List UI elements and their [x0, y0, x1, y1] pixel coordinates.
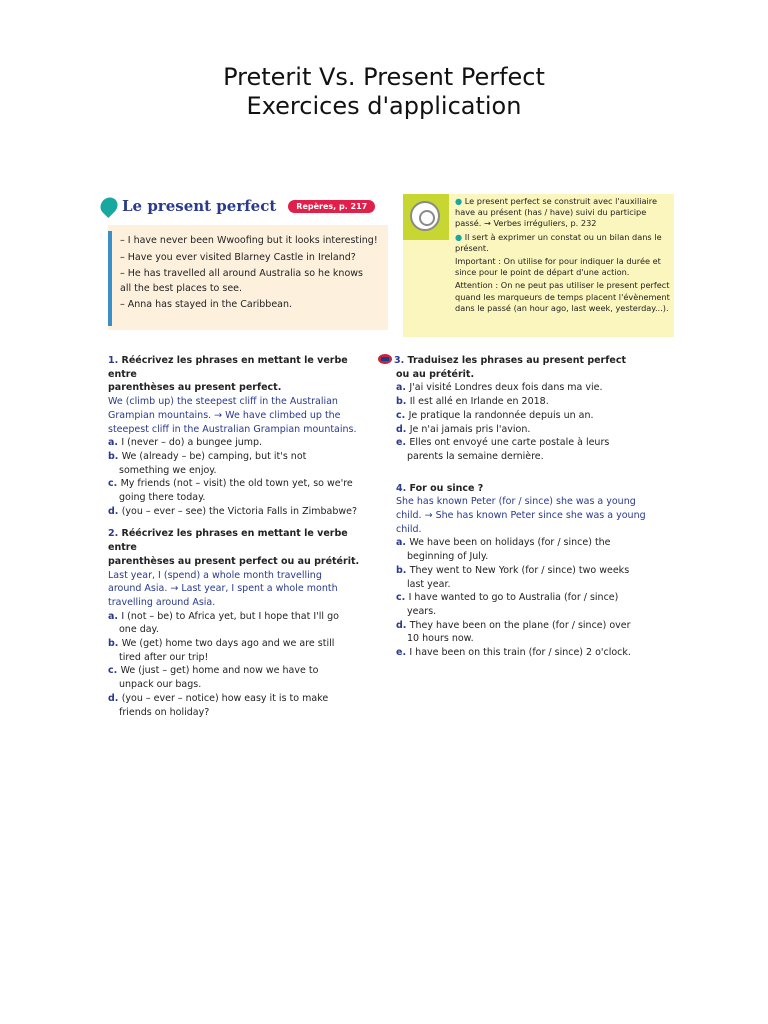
item-text: something we enjoy.: [119, 464, 217, 476]
item-text: They went to New York (for / since) two weeks: [409, 564, 630, 576]
exercise-item: [396, 605, 678, 619]
item-label: c.: [108, 665, 121, 677]
exercise-item: [108, 651, 378, 665]
reference-badge: Repères, p. 217: [288, 200, 375, 213]
note-paragraph: ● Il sert à exprimer un constat ou un bilan dans le présent.: [455, 231, 662, 253]
target-icon: [403, 194, 449, 240]
item-label: c.: [396, 592, 409, 604]
lesson-examples-box: [108, 225, 388, 330]
example-line: – I have never been Wwoofing but it looks interesting!: [120, 235, 378, 246]
exercise-heading-text: parenthèses au present perfect.: [108, 382, 282, 394]
lesson-title: Le present perfect: [122, 197, 277, 215]
item-text: We (just – get) home and now we have to: [120, 665, 319, 677]
item-label: c.: [396, 409, 409, 421]
exercise-item: [108, 491, 378, 505]
exercise-item: [108, 505, 378, 519]
item-text: years.: [407, 605, 437, 617]
exercise-heading-text: ou au prétérit.: [396, 368, 475, 380]
item-text: going there today.: [119, 492, 206, 504]
exercises-left-column: [108, 354, 378, 719]
item-text: unpack our bags.: [119, 679, 202, 691]
exercise-heading-text: Réécrivez les phrases en mettant le verbe entre: [108, 355, 348, 380]
item-text: We have been on holidays (for / since) the: [409, 537, 611, 549]
item-label: d.: [396, 423, 410, 435]
example-line: child. → She has known Peter since she was a young: [396, 510, 646, 522]
exercise-item: [108, 450, 378, 464]
item-text: (you – ever – notice) how easy it is to make: [121, 692, 329, 704]
item-label: d.: [396, 619, 410, 631]
exercise-heading: [378, 354, 678, 368]
item-label: d.: [108, 505, 122, 517]
exercise-item: [396, 632, 678, 646]
item-text: I (not – be) to Africa yet, but I hope that I'll go: [121, 610, 339, 622]
grammar-note-box: [403, 194, 674, 337]
example-line: We (climb up) the steepest cliff in the Australian: [108, 396, 338, 408]
exercise-item: [396, 550, 678, 564]
item-label: e.: [396, 647, 410, 659]
grammar-note-text: [455, 196, 670, 316]
note-paragraph: Attention : On ne peut pas utiliser le present perfect quand les marqueurs de temps placent l'évènement dans le passé (an hour ago, last week, yesterday...).: [455, 280, 670, 313]
item-label: c.: [108, 478, 121, 490]
item-text: We (get) home two days ago and we are still: [121, 638, 335, 650]
item-text: friends on holiday?: [119, 706, 210, 718]
item-text: last year.: [407, 578, 451, 590]
exercise-item: [396, 423, 678, 437]
item-label: a.: [396, 537, 410, 549]
exercise-heading: [396, 482, 678, 496]
exercise-heading-text: Traduisez les phrases au present perfect: [407, 355, 626, 366]
exercise: [378, 482, 678, 660]
document-title-line2: Exercices d'application: [246, 92, 522, 120]
accent-bar: [108, 231, 112, 326]
item-text: Je n'ai jamais pris l'avion.: [409, 423, 531, 435]
item-text: tired after our trip!: [119, 651, 209, 663]
document-title-line1: Preterit Vs. Present Perfect: [223, 63, 545, 91]
example-line: Grampian mountains. → We have climbed up the: [108, 409, 341, 421]
item-text: Je pratique la randonnée depuis un an.: [408, 409, 594, 421]
exercise-item: [108, 692, 378, 706]
item-text: I have wanted to go to Australia (for / since): [408, 592, 619, 604]
item-text: My friends (not – visit) the old town yet, so we're: [120, 478, 353, 490]
example-line: travelling around Asia.: [108, 596, 216, 608]
exercise-item: [396, 646, 678, 660]
exercise-heading-text: Réécrivez les phrases en mettant le verbe entre: [108, 528, 348, 554]
exercises-right-column: [378, 354, 678, 660]
item-text: parents la semaine dernière.: [407, 450, 544, 462]
example-line: She has known Peter (for / since) she was a young: [396, 496, 636, 508]
item-text: 10 hours now.: [407, 633, 474, 645]
item-label: a.: [108, 610, 122, 622]
note-paragraph: Important : On utilise for pour indiquer la durée et since pour le point de départ d'une action.: [455, 256, 661, 278]
exercise-heading-text: For ou since ?: [409, 482, 484, 494]
drop-icon: [97, 194, 121, 218]
item-text: J'ai visité Londres deux fois dans ma vie.: [409, 382, 603, 394]
example-line: all the best places to see.: [120, 282, 243, 294]
exercise-item: [108, 706, 378, 720]
item-text: Elles ont envoyé une carte postale à leurs: [409, 437, 610, 449]
lesson-examples: [120, 234, 378, 313]
item-text: one day.: [119, 624, 159, 636]
exercise-heading-text: parenthèses au present perfect ou au prétérit.: [108, 555, 360, 567]
example-line: – Anna has stayed in the Caribbean.: [120, 299, 293, 310]
item-text: I (never – do) a bungee jump.: [121, 437, 263, 449]
exercise-item: [108, 664, 378, 678]
exercise-item: [396, 619, 678, 633]
exercise-item: [396, 450, 678, 464]
exercise-item: [396, 564, 678, 578]
exercise-item: [396, 578, 678, 592]
note-paragraph: ● Le present perfect se construit avec l'auxiliaire have au présent (has / have) suivi du participe passé. → Verbes irréguliers, p. 232: [455, 196, 658, 229]
lesson-header: [100, 197, 375, 215]
exercise-item: [108, 637, 378, 651]
example-line: child.: [396, 523, 422, 535]
exercise-item: [108, 678, 378, 692]
item-label: b.: [108, 450, 122, 462]
item-label: b.: [396, 564, 410, 576]
exercise-heading: [108, 354, 378, 381]
item-label: e.: [396, 437, 410, 449]
exercise-item: [396, 536, 678, 550]
exercise-item: [396, 436, 678, 450]
exercise-item: [108, 610, 378, 624]
exercise-item: [108, 464, 378, 478]
item-text: beginning of July.: [407, 551, 489, 563]
item-text: We (already – be) camping, but it's not: [121, 450, 307, 462]
example-line: around Asia. → Last year, I spent a whole month: [108, 583, 338, 595]
exercise: [108, 354, 378, 518]
exercise: [378, 354, 678, 464]
item-label: a.: [108, 437, 122, 449]
item-text: (you – ever – see) the Victoria Falls in Zimbabwe?: [121, 505, 358, 517]
exercise-heading: [108, 527, 378, 554]
item-text: I have been on this train (for / since) 2 o'clock.: [409, 647, 631, 659]
exercise: [108, 527, 378, 719]
example-line: – Have you ever visited Blarney Castle in Ireland?: [120, 251, 356, 263]
item-label: b.: [396, 396, 410, 408]
exercise-item: [396, 381, 678, 395]
exercise-item: [396, 591, 678, 605]
exercise-item: [108, 436, 378, 450]
example-line: Last year, I (spend) a whole month travelling: [108, 569, 322, 581]
exercise-number: 2.: [108, 528, 122, 540]
exercise-item: [396, 409, 678, 423]
example-line: – He has travelled all around Australia so he knows: [120, 268, 363, 279]
item-label: a.: [396, 382, 410, 394]
item-text: Il est allé en Irlande en 2018.: [409, 396, 549, 408]
exercise-number: 3.: [394, 355, 408, 366]
example-line: steepest cliff in the Australian Grampian mountains.: [108, 423, 357, 435]
exercise-number: 1.: [108, 355, 122, 366]
item-label: d.: [108, 692, 122, 704]
item-label: b.: [108, 638, 122, 650]
exercise-item: [396, 395, 678, 409]
item-text: They have been on the plane (for / since) over: [409, 619, 631, 631]
uk-flag-icon: [378, 354, 392, 364]
exercise-item: [108, 477, 378, 491]
exercise-number: 4.: [396, 482, 410, 494]
exercise-item: [108, 623, 378, 637]
